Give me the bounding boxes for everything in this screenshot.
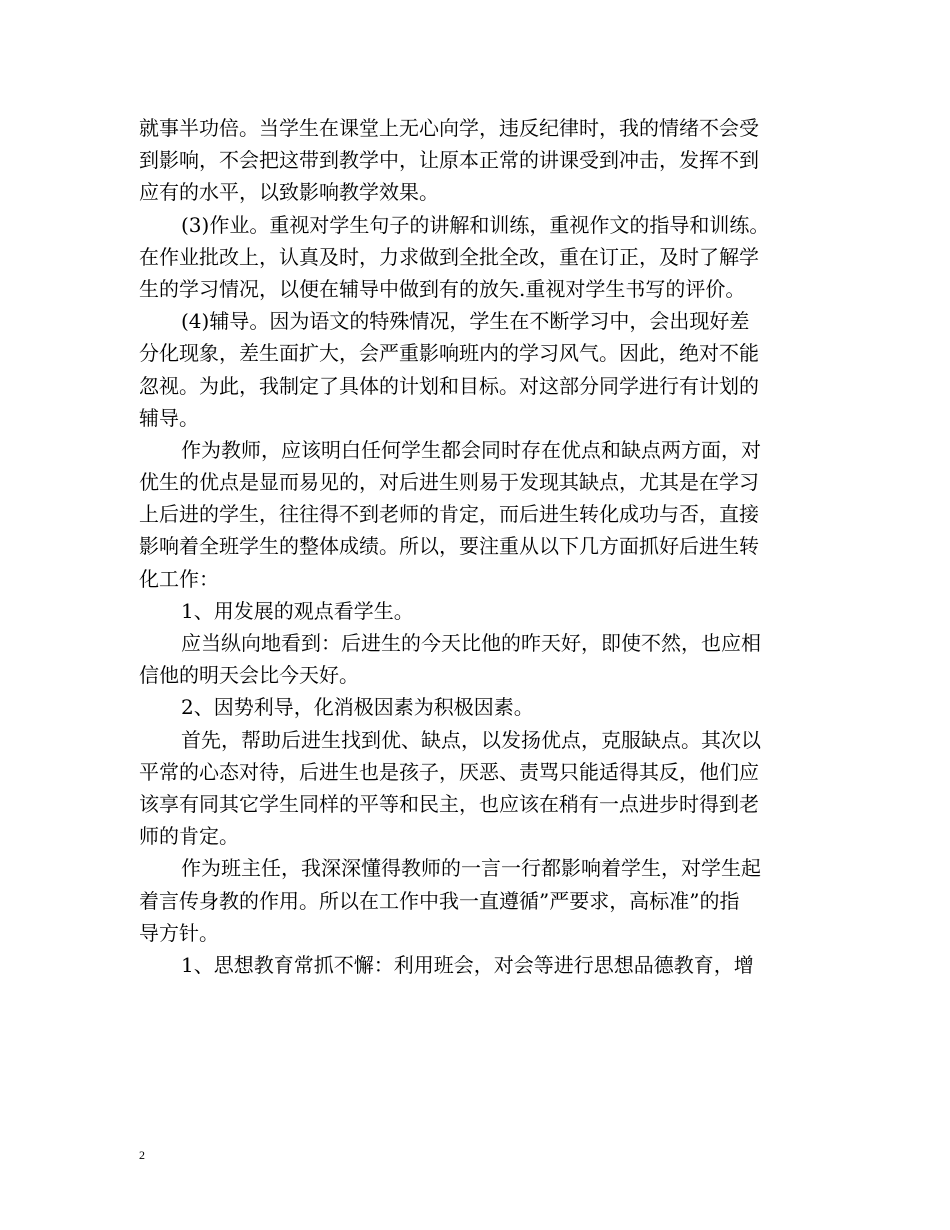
page-number: 2 (139, 1148, 145, 1162)
document-body (139, 112, 819, 981)
text-line: 化工作： (139, 566, 219, 591)
text-line: 师的肯定。 (139, 824, 239, 849)
text-line: 信他的明天会比今天好。 (139, 663, 359, 688)
text-line: 作为班主任，我深深懂得教师的一言一行都影响着学生，对学生起 (181, 856, 761, 881)
text-line: 上后进的学生，往往得不到老师的肯定，而后进生转化成功与否，直接 (139, 502, 759, 527)
text-line: 就事半功倍。当学生在课堂上无心向学，违反纪律时，我的情绪不会受 (139, 116, 759, 140)
text-line: 优生的优点是显而易见的，对后进生则易于发现其缺点，尤其是在学习 (139, 470, 759, 495)
text-line: 分化现象，差生面扩大，会严重影响班内的学习风气。因此，绝对不能 (139, 341, 759, 366)
text-line: 1、思想教育常抓不懈：利用班会，对会等进行思想品德教育，增 (181, 952, 754, 977)
text-line: 首先，帮助后进生找到优、缺点，以发扬优点，克服缺点。其次以 (181, 727, 761, 752)
text-line: 影响着全班学生的整体成绩。所以，要注重从以下几方面抓好后进生转 (139, 534, 759, 559)
text-line: 辅导。 (139, 405, 199, 430)
text-line: 1、用发展的观点看学生。 (181, 598, 414, 623)
text-line: 应当纵向地看到：后进生的今天比他的昨天好，即使不然，也应相 (181, 631, 761, 655)
text-line: 2、因势利导，化消极因素为积极因素。 (181, 695, 534, 720)
text-line: 着言传身教的作用。所以在工作中我一直遵循”严要求，高标准”的指 (139, 888, 740, 913)
text-line: 平常的心态对待，后进生也是孩子，厌恶、责骂只能适得其反，他们应 (139, 759, 759, 784)
text-line: 该享有同其它学生同样的平等和民主，也应该在稍有一点进步时得到老 (139, 791, 759, 816)
text-line: 在作业批改上，认真及时，力求做到全批全改，重在订正，及时了解学 (139, 244, 759, 269)
text-line: 忽视。为此，我制定了具体的计划和目标。对这部分同学进行有计划的 (139, 373, 759, 398)
text-line: 到影响，不会把这带到教学中，让原本正常的讲课受到冲击，发挥不到 (139, 148, 759, 173)
text-line: (3)作业。重视对学生句子的讲解和训练，重视作文的指导和训练。 (181, 212, 770, 237)
text-line: 导方针。 (139, 920, 219, 945)
text-line: 应有的水平，以致影响教学效果。 (139, 180, 439, 205)
text-line: 作为教师，应该明白任何学生都会同时存在优点和缺点两方面，对 (181, 437, 761, 462)
text-line: 生的学习情况，以便在辅导中做到有的放矢.重视对学生书写的评价。 (139, 276, 746, 301)
text-line: (4)辅导。因为语文的特殊情况，学生在不断学习中，会出现好差 (181, 309, 750, 334)
